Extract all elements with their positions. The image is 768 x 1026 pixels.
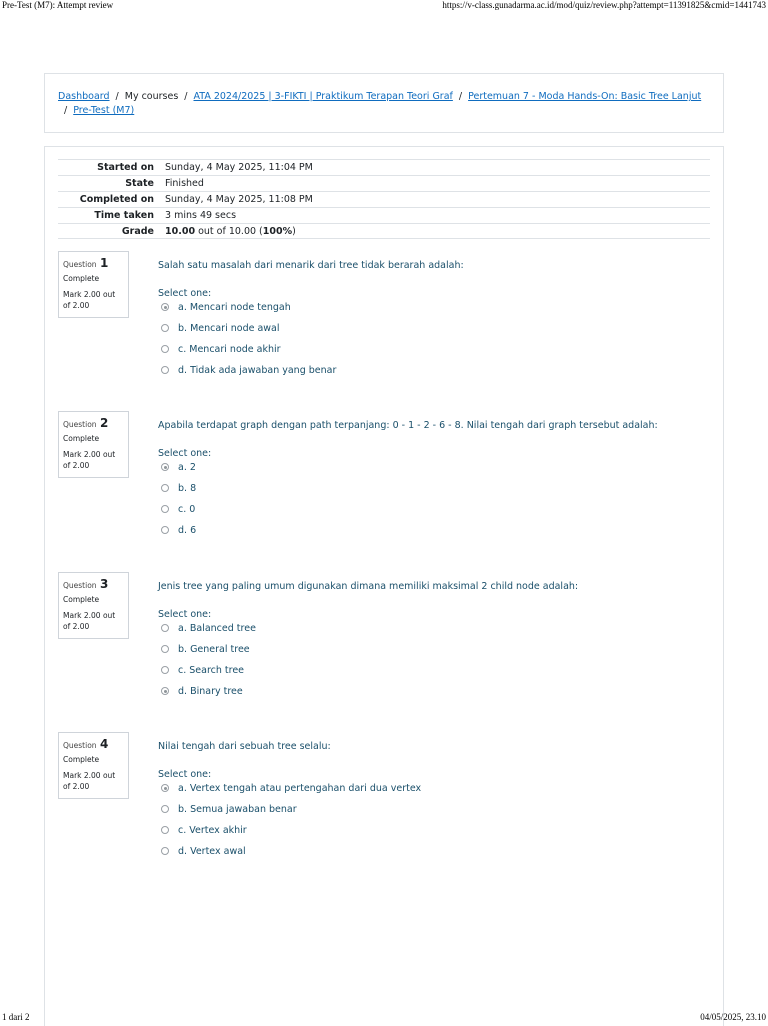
question-content-1	[158, 259, 718, 384]
question-label: Question	[63, 741, 97, 750]
answer-option[interactable]	[158, 664, 718, 684]
breadcrumb-my-courses: My courses	[124, 91, 179, 102]
question-state: Complete	[63, 434, 100, 443]
breadcrumb-card	[44, 73, 724, 133]
summary-row-state	[58, 175, 710, 191]
radio-button[interactable]	[161, 666, 169, 674]
question-info-1	[58, 251, 129, 318]
summary-row-grade	[58, 223, 710, 239]
summary-label: Completed on	[79, 194, 154, 205]
summary-value: Sunday, 4 May 2025, 11:04 PM	[165, 162, 313, 173]
answer-option[interactable]	[158, 803, 718, 823]
print-page-number: 1 dari 2	[2, 1012, 30, 1022]
summary-value: Sunday, 4 May 2025, 11:08 PM	[165, 194, 313, 205]
question-number: 4	[99, 737, 109, 751]
answer-option-label: d. Vertex awal	[178, 846, 246, 857]
answer-option[interactable]	[158, 503, 718, 523]
answer-option[interactable]	[158, 482, 718, 502]
question-text: Jenis tree yang paling umum digunakan dimana memiliki maksimal 2 child node adalah:	[158, 581, 579, 592]
print-footer	[0, 1012, 768, 1024]
answer-option-label: d. 6	[178, 525, 197, 536]
radio-button[interactable]	[161, 484, 169, 492]
radio-button[interactable]	[161, 345, 169, 353]
summary-value: Finished	[165, 178, 204, 189]
question-label: Question	[63, 420, 97, 429]
answer-option[interactable]	[158, 322, 718, 342]
attempt-summary-table	[58, 159, 710, 239]
question-number: 3	[99, 577, 109, 591]
question-number: 1	[99, 256, 109, 270]
answer-option[interactable]	[158, 685, 718, 705]
question-text: Nilai tengah dari sebuah tree selalu:	[158, 741, 331, 752]
question-mark: Mark 2.00 out of 2.00	[63, 450, 116, 470]
radio-button[interactable]	[161, 826, 169, 834]
question-mark: Mark 2.00 out of 2.00	[63, 611, 116, 631]
summary-label: State	[125, 178, 154, 189]
breadcrumb-separator: /	[458, 91, 463, 102]
summary-row-time-taken	[58, 207, 710, 223]
summary-row-started	[58, 159, 710, 175]
answer-option[interactable]	[158, 782, 718, 802]
select-one-label: Select one:	[158, 448, 212, 459]
print-datetime: 04/05/2025, 23.10	[700, 1012, 766, 1022]
print-header	[0, 0, 768, 12]
answer-option-label: b. 8	[178, 483, 197, 494]
summary-value: 3 mins 49 secs	[165, 210, 237, 221]
radio-button[interactable]	[161, 805, 169, 813]
question-text: Apabila terdapat graph dengan path terpanjang: 0 - 1 - 2 - 6 - 8. Nilai tengah dari graph tersebut adalah:	[158, 420, 658, 431]
radio-button[interactable]	[161, 324, 169, 332]
question-content-4	[158, 740, 718, 865]
select-one-label: Select one:	[158, 609, 212, 620]
radio-button[interactable]	[161, 784, 169, 792]
question-label: Question	[63, 260, 97, 269]
breadcrumb-section-link[interactable]: Pertemuan 7 - Moda Hands-On: Basic Tree Lanjut	[468, 91, 702, 102]
question-content-2	[158, 419, 718, 544]
answer-option-label: c. Mencari node akhir	[178, 344, 281, 355]
answer-option-label: c. 0	[178, 504, 196, 515]
select-one-label: Select one:	[158, 769, 212, 780]
radio-button[interactable]	[161, 366, 169, 374]
radio-button[interactable]	[161, 463, 169, 471]
answer-option-label: a. Balanced tree	[178, 623, 256, 634]
question-state: Complete	[63, 274, 100, 283]
summary-label: Started on	[97, 162, 154, 173]
question-info-3	[58, 572, 129, 639]
answer-option[interactable]	[158, 364, 718, 384]
breadcrumb	[58, 90, 703, 118]
question-state: Complete	[63, 755, 100, 764]
question-label: Question	[63, 581, 97, 590]
answer-option-label: c. Search tree	[178, 665, 245, 676]
question-text: Salah satu masalah dari menarik dari tree tidak berarah adalah:	[158, 260, 464, 271]
answer-option[interactable]	[158, 343, 718, 363]
answer-option-label: b. Mencari node awal	[178, 323, 280, 334]
answer-option-label: d. Tidak ada jawaban yang benar	[178, 365, 337, 376]
breadcrumb-separator: /	[184, 91, 188, 102]
question-content-3	[158, 580, 718, 705]
radio-button[interactable]	[161, 303, 169, 311]
select-one-label: Select one:	[158, 288, 212, 299]
grade-middle: out of 10.00 (	[195, 226, 263, 237]
grade-end: )	[292, 226, 296, 237]
summary-label: Time taken	[94, 210, 154, 221]
grade-percent: 100%	[262, 226, 293, 237]
answer-option-label: c. Vertex akhir	[178, 825, 247, 836]
breadcrumb-course-link[interactable]: ATA 2024/2025 | 3-FIKTI | Praktikum Terapan Teori Graf	[193, 91, 453, 102]
question-mark: Mark 2.00 out of 2.00	[63, 771, 116, 791]
radio-button[interactable]	[161, 645, 169, 653]
breadcrumb-separator: /	[115, 91, 119, 102]
question-number: 2	[99, 416, 109, 430]
answer-option[interactable]	[158, 845, 718, 865]
radio-button[interactable]	[161, 847, 169, 855]
breadcrumb-separator: /	[64, 105, 68, 116]
answer-option-label: b. Semua jawaban benar	[178, 804, 297, 815]
question-info-2	[58, 411, 129, 478]
answer-option[interactable]	[158, 824, 718, 844]
question-state: Complete	[63, 595, 100, 604]
answer-option[interactable]	[158, 643, 718, 663]
grade-value	[165, 224, 296, 239]
answer-option-label: a. 2	[178, 462, 196, 473]
radio-button[interactable]	[161, 624, 169, 632]
answer-option-label: a. Mencari node tengah	[178, 302, 291, 313]
question-info-4	[58, 732, 129, 799]
print-url: https://v-class.gunadarma.ac.id/mod/quiz/review.php?attempt=11391825&cmid=1441743	[442, 0, 766, 10]
summary-label: Grade	[121, 226, 154, 237]
radio-button[interactable]	[161, 687, 169, 695]
print-page-title: Pre-Test (M7): Attempt review	[2, 0, 114, 10]
answer-option[interactable]	[158, 524, 718, 544]
radio-button[interactable]	[161, 505, 169, 513]
grade-score: 10.00	[165, 226, 196, 237]
answer-option-label: a. Vertex tengah atau pertengahan dari dua vertex	[178, 783, 422, 794]
question-mark: Mark 2.00 out of 2.00	[63, 290, 116, 310]
breadcrumb-quiz-link[interactable]: Pre-Test (M7)	[73, 105, 135, 116]
answer-option[interactable]	[158, 301, 718, 321]
radio-button[interactable]	[161, 526, 169, 534]
answer-option[interactable]	[158, 622, 718, 642]
answer-option[interactable]	[158, 461, 718, 481]
summary-row-completed	[58, 191, 710, 207]
answer-option-label: d. Binary tree	[178, 686, 243, 697]
answer-option-label: b. General tree	[178, 644, 250, 655]
breadcrumb-dashboard-link[interactable]: Dashboard	[58, 91, 110, 102]
